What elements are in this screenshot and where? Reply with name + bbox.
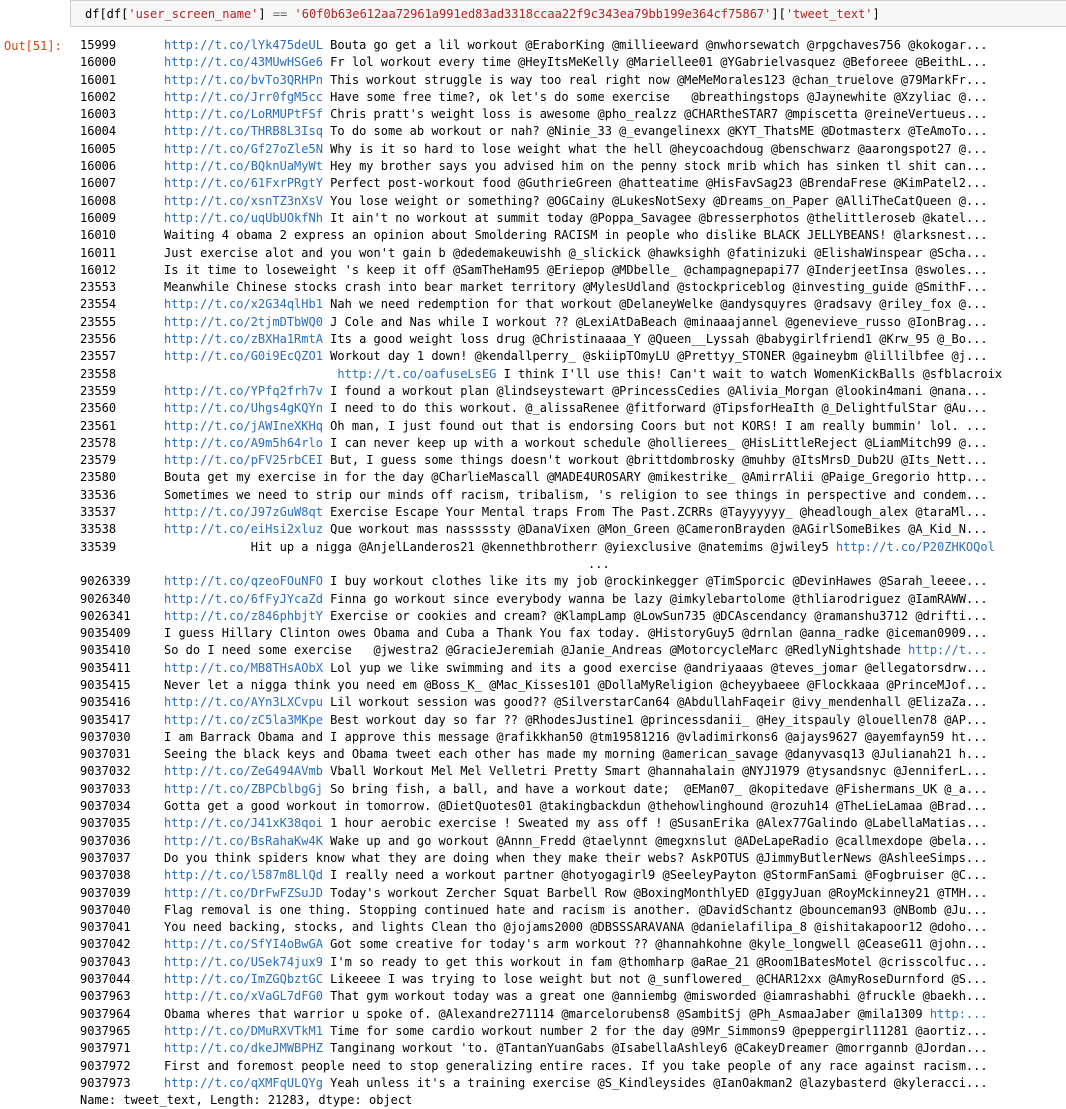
series-row <box>80 366 1066 383</box>
tweet-text: Meanwhile Chinese stocks crash into bear market territory @MylesUdland @stockpriceblog @investing_guide @SmithF... <box>164 280 988 295</box>
series-row <box>80 106 1066 123</box>
row-index: 23561 <box>80 418 117 433</box>
tweet-text: Why is it so hard to lose weight what the hell @heycoachdoug @benschwarz @aarongspot27 @... <box>322 141 988 156</box>
tweet-link[interactable]: http://t.co/ImZGQbztGC <box>164 972 323 987</box>
tweet-link[interactable]: http://t.co/qXMFqULQYg <box>164 1075 323 1090</box>
series-row <box>80 608 1066 625</box>
series-row <box>80 919 1066 936</box>
row-index: 16009 <box>80 210 117 225</box>
row-index: 16010 <box>80 228 117 243</box>
tweet-link[interactable]: http://t.co/l587m8LlQd <box>164 868 323 883</box>
tweet-text: I found a workout plan @lindseystewart @PrincessCedies @Alivia_Morgan @lookin4mani @nana... <box>322 383 988 398</box>
row-index: 9037043 <box>80 954 131 969</box>
tweet-text: I buy workout clothes like its my job @rockinkegger @TimSporcic @DevinHawes @Sarah_leeee... <box>322 574 988 589</box>
tweet-link[interactable]: http://t.co/uqUbUOkfNh <box>164 210 323 225</box>
series-row <box>80 418 1066 435</box>
tweet-text: 1 hour aerobic exercise ! Sweated my ass off ! @SusanErika @Alex77Galindo @LabellaMatias... <box>322 816 988 831</box>
code-token: ] <box>258 7 273 21</box>
series-row <box>80 296 1066 313</box>
tweet-text: I guess Hillary Clinton owes Obama and Cuba a Thank You fax today. @HistoryGuy5 @drnlan @anna_radke @iceman0909... <box>164 626 988 641</box>
ellipsis: ... <box>588 556 610 571</box>
series-row <box>80 227 1066 244</box>
tweet-text: That gym workout today was a great one @anniembg @misworded @iamrashabhi @fruckle @baekh... <box>322 989 988 1004</box>
series-row <box>80 988 1066 1005</box>
tweet-link[interactable]: http://t.co/MB8THsAObX <box>164 660 323 675</box>
code-token: 'user_screen_name' <box>128 7 259 21</box>
row-index: 23553 <box>80 280 117 295</box>
row-index: 9035417 <box>80 712 131 727</box>
tweet-text: I really need a workout partner @hotyogagirl9 @SeeleyPayton @StormFanSami @Fogbruiser @C... <box>322 868 988 883</box>
series-row <box>80 936 1066 953</box>
tweet-link[interactable]: http://t.co/USek74jux9 <box>164 954 323 969</box>
series-row <box>80 815 1066 832</box>
row-index: 9037037 <box>80 850 131 865</box>
tweet-link[interactable]: http://t.co/jAWIneXKHq <box>164 418 323 433</box>
tweet-link[interactable]: http://t.co/ZeG494AVmb <box>164 764 323 779</box>
row-index: 9037033 <box>80 781 131 796</box>
tweet-link[interactable]: http://t.co/lYk475deUL <box>164 38 323 52</box>
row-index: 23558 <box>80 366 117 381</box>
tweet-text: Sometimes we need to strip our minds off racism, tribalism, 's religion to see things in perspective and condem... <box>164 487 988 502</box>
series-row <box>80 954 1066 971</box>
row-index: 23559 <box>80 383 117 398</box>
tweet-link[interactable]: http://t.co/eiHsi2xluz <box>164 522 323 537</box>
series-row <box>80 331 1066 348</box>
series-row <box>80 141 1066 158</box>
row-index: 16006 <box>80 159 117 174</box>
series-row <box>80 746 1066 763</box>
tweet-text: Bouta go get a lil workout @EraborKing @millieeward @nwhorsewatch @rpgchaves756 @kokogar... <box>322 38 988 52</box>
row-index: 9037041 <box>80 920 131 935</box>
series-row <box>80 72 1066 89</box>
tweet-text: J Cole and Nas while I workout ?? @LexiAtDaBeach @minaaajannel @geneviеve_russo @IonBrag... <box>322 314 988 329</box>
tweet-link[interactable]: http://t.co/J41xK38qoi <box>164 816 323 831</box>
series-row <box>80 314 1066 331</box>
tweet-text: Hit up a nigga @AnjelLanderos21 @kennethbrotherr @yiexclusive @natemims @jwiley5 <box>164 539 836 554</box>
row-index: 16001 <box>80 72 117 87</box>
row-index: 9037035 <box>80 816 131 831</box>
tweet-text: I can never keep up with a workout schedule @hollierees_ @HisLittleReject @LiamMitch99 @... <box>322 435 988 450</box>
series-row <box>80 123 1066 140</box>
series-row <box>80 850 1066 867</box>
series-row <box>80 729 1066 746</box>
code-token: df[df[ <box>85 7 129 21</box>
tweet-link[interactable]: http://t.co/DMuRXVTkM1 <box>164 1023 323 1038</box>
row-index: 33536 <box>80 487 117 502</box>
row-index: 9037036 <box>80 833 131 848</box>
row-index: 9037030 <box>80 729 131 744</box>
tweet-text: Finna go workout since everybody wanna be lazy @imkylebartolome @thliarodriguez @IamRAWW... <box>322 591 988 606</box>
row-index: 9035411 <box>80 660 131 675</box>
series-row <box>80 625 1066 642</box>
tweet-link[interactable]: http://t.co/43MUwHSGe6 <box>164 55 323 70</box>
series-row <box>80 210 1066 227</box>
row-index: 33538 <box>80 522 117 537</box>
series-row <box>80 383 1066 400</box>
tweet-text: I am Barrack Obama and I approve this message @rafikkhan50 @tm19581216 @vladimirkons6 @ajays9627 @ayemfayn59 ht... <box>164 729 988 744</box>
tweet-text: Bouta get my exercise in for the day @CharlieMascall @MADE4UROSARY @mikestrike_ @AmirrAlii @Paige_Gregorio http... <box>164 470 988 485</box>
tweet-text: Best workout day so far ?? @RhodesJustine1 @princessdanii_ @Hey_itspauly @louellen78 @AP... <box>322 712 988 727</box>
row-index: 9037031 <box>80 747 131 762</box>
tweet-link[interactable]: http://t.co/qzeoFOuNFO <box>164 574 323 589</box>
tweet-link[interactable]: http://t... <box>908 643 988 658</box>
series-row <box>80 712 1066 729</box>
row-index: 16005 <box>80 141 117 156</box>
tweet-link[interactable]: http://t.co/BQknUaMyWt <box>164 159 323 174</box>
row-index: 23580 <box>80 470 117 485</box>
row-index: 9026340 <box>80 591 131 606</box>
row-index: 9037963 <box>80 989 131 1004</box>
tweet-text: Today's workout Zercher Squat Barbell Row @BoxingMonthlyED @IggyJuan @RoyMckinney21 @TMH... <box>322 885 988 900</box>
tweet-text: Obama wheres that warrior u spoke of. @Alexandre271114 @marcelorubens8 @SambitSj @Ph_AsmaaJaber @mila1309 <box>164 1006 930 1021</box>
series-row <box>80 781 1066 798</box>
tweet-text: You lose weight or something? @OGCainy @LukesNotSexy @Dreams_on_Paper @AlliTheCatQueen @... <box>322 193 988 208</box>
series-row <box>80 487 1066 504</box>
tweet-text: Yeah unless it's a training exercise @S_Kindleysides @IanOakman2 @lazybasterd @kyleracci... <box>322 1075 988 1090</box>
tweet-link[interactable]: http://t.co/SfYI4oBwGA <box>164 937 323 952</box>
tweet-text: Likeeee I was trying to lose weight but not @_sunflowered_ @CHAR12xx @AmyRoseDurnford @S... <box>322 972 988 987</box>
tweet-link[interactable]: http://t.co/x2G34qlHb1 <box>164 297 323 312</box>
code-token: ][ <box>771 7 786 21</box>
series-row <box>80 763 1066 780</box>
row-index: 9026341 <box>80 608 131 623</box>
row-index: 9035410 <box>80 643 131 658</box>
tweet-text: I need to do this workout. @_alissaRenee @fitforward @TipsforHeaIth @_DelightfulStar @Au... <box>322 401 988 416</box>
row-index: 16011 <box>80 245 117 260</box>
series-row <box>80 885 1066 902</box>
row-index: 16007 <box>80 176 117 191</box>
tweet-link[interactable]: http://t.co/ZBPCblbgGj <box>164 781 323 796</box>
tweet-link[interactable]: http://t.co/z846phbjtY <box>164 608 323 623</box>
code-token <box>287 7 294 21</box>
row-index: 33537 <box>80 505 117 520</box>
tweet-link[interactable]: http://t.co/G0i9EcQZO1 <box>164 349 323 364</box>
tweet-text: Lol yup we like swimming and its a good exercise @andriyaaas @teves_jomar @ellegatorsdrw... <box>322 660 988 675</box>
series-row <box>80 677 1066 694</box>
code-token: == <box>272 7 288 21</box>
tweet-text: Fr lol workout every time @HeyItsMeKelly @Mariellee01 @YGabrielvasquez @Beforeee @BeithL... <box>322 55 988 70</box>
tweet-link[interactable]: http://t.co/xsnTZ3nXsV <box>164 193 323 208</box>
tweet-link[interactable]: http://t.co/6fFyJYcaZd <box>164 591 323 606</box>
series-row <box>80 833 1066 850</box>
tweet-text: Oh man, I just found out that is endorsing Coors but not KORS! I am really bummin' lol. ... <box>322 418 988 433</box>
row-index: 9035415 <box>80 677 131 692</box>
tweet-text: Que workout mas nasssssty @DanaVixen @Mon_Green @CameronBrayden @AGirlSomeBikes @A_Kid_N... <box>322 522 988 537</box>
row-index: 16000 <box>80 55 117 70</box>
tweet-link[interactable]: http://t.co/THRB8L3Isq <box>164 124 323 139</box>
series-row <box>80 1058 1066 1075</box>
series-row <box>80 902 1066 919</box>
code-token: '60f0b63e612aa72961a991ed83ad3318ccaa22f9c343ea79bb199e364cf75867' <box>294 7 772 21</box>
row-index: 9037040 <box>80 902 131 917</box>
series-row <box>80 348 1066 365</box>
series-row <box>80 798 1066 815</box>
row-index: 9035416 <box>80 695 131 710</box>
row-index: 9035409 <box>80 626 131 641</box>
tweet-text: Hey my brother says you advised him on the penny stock mrib which has sinken tl shit can... <box>322 159 988 174</box>
tweet-text: You need backing, stocks, and lights Clean tho @jojams2000 @DBSSSARAVANA @danielafilipa_8 @ishitakapoor12 @doho... <box>164 920 988 935</box>
code-token: 'tweet_text' <box>785 7 873 21</box>
tweet-text: Nah we need redemption for that workout @DelaneyWelke @andysquyres @radsavy @riley_fox @... <box>322 297 988 312</box>
row-index: 9026339 <box>80 574 131 589</box>
row-index: 9037039 <box>80 885 131 900</box>
series-row <box>80 262 1066 279</box>
series-row <box>80 694 1066 711</box>
row-index: 16008 <box>80 193 117 208</box>
tweet-link[interactable]: http://t.co/61FxrPRgtY <box>164 176 323 191</box>
tweet-link[interactable]: http:... <box>929 1006 988 1021</box>
series-row <box>80 452 1066 469</box>
tweet-link[interactable]: http://t.co/bvTo3QRHPn <box>164 72 323 87</box>
row-index: 23560 <box>80 401 117 416</box>
tweet-link[interactable]: http://t.co/P20ZHKOQol <box>835 539 995 554</box>
tweet-text: Gotta get a good workout in tomorrow. @DietQuotes01 @takingbackdun @thehowlinghound @rozuh14 @TheLieLamaa @Brad... <box>164 799 988 814</box>
series-row <box>80 400 1066 417</box>
tweet-link[interactable]: http://t.co/J97zGuW8qt <box>164 505 323 520</box>
row-index: 16003 <box>80 107 117 122</box>
tweet-link[interactable]: http://t.co/Jrr0fgM5cc <box>164 89 323 104</box>
tweet-text: Its a good weight loss drug @Christinaaaa_Y @Queen__Lyssah @babygirlfriend1 @Krw_95 @_Bo... <box>322 332 988 347</box>
series-row <box>80 1006 1066 1023</box>
series-row <box>80 504 1066 521</box>
tweet-text: Is it time to loseweight 's keep it off @SamTheHam95 @Eriepop @MDbelle_ @champagnepapi77 @InderjeetInsa @swoles... <box>164 262 988 277</box>
series-row <box>80 867 1066 884</box>
series-row <box>80 37 1066 54</box>
tweet-link[interactable]: http://t.co/zC5la3MKpe <box>164 712 323 727</box>
tweet-text: Tanginang workout 'to. @TantanYuanGabs @IsabellaAshley6 @CakeyDreamer @morrgannb @Jordan... <box>322 1041 988 1056</box>
tweet-link[interactable]: http://t.co/2tjmDTbWQ0 <box>164 314 323 329</box>
tweet-text: So bring fish, a ball, and have a workout date; @EMan07_ @kopitedave @Fishermans_UK @_a... <box>322 781 988 796</box>
tweet-text: Seeing the black keys and Obama tweet each other has made my morning @american_savage @danyvasq13 @Julianah21 h... <box>164 747 988 762</box>
tweet-text: To do some ab workout or nah? @Ninie_33 @_evangelinexx @KYT_ThatsME @Dotmasterx @TeAmoTo... <box>322 124 988 139</box>
tweet-text: Chris pratt's weight loss is awesome @pho_realzz @CHARtheSTAR7 @mpiscetta @reineVertueus... <box>322 107 988 122</box>
series-row <box>80 660 1066 677</box>
series-row <box>80 591 1066 608</box>
output-prompt: Out[51]: <box>4 39 62 53</box>
row-index: 33539 <box>80 539 117 554</box>
tweet-text: I think I'll use this! Can't wait to watch WomenKickBalls @sfblacroix <box>496 366 1003 381</box>
tweet-text: Workout day 1 down! @kendallperry_ @skiipTOmyLU @Prettyy_STONER @gaineybm @lillilbfee @j... <box>322 349 988 364</box>
tweet-text: First and foremost people need to stop generalizing entire races. If you take people of any race against racism... <box>164 1058 988 1073</box>
row-index: 9037032 <box>80 764 131 779</box>
tweet-text: Vball Workout Mel Mel Velletri Pretty Smart @hannahalain @NYJ1979 @tysandsnyc @JenniferL... <box>322 764 988 779</box>
tweet-text: Lil workout session was good?? @SilverstarCan64 @AbdullahFaqeir @ivy_mendenhall @ElizaZa... <box>322 695 988 710</box>
tweet-link[interactable]: http://t.co/Gf27oZle5N <box>164 141 323 156</box>
tweet-text: I'm so ready to get this workout in fam @thomharp @aRae_21 @Room1BatesMotel @crisscolfuc... <box>322 954 988 969</box>
code-token: ] <box>872 7 880 21</box>
tweet-text: Wake up and go workout @Annn_Fredd @taelynnt @megxnslut @ADeLapeRadio @callmexdope @bela... <box>322 833 988 848</box>
series-row <box>80 193 1066 210</box>
row-index: 9037044 <box>80 972 131 987</box>
row-index: 9037965 <box>80 1023 131 1038</box>
tweet-text: Do you think spiders know what they are doing when they make their webs? AskPOTUS @JimmyButlerNews @AshleeSimps... <box>164 850 988 865</box>
tweet-text: It ain't no workout at summit today @Poppa_Savagee @bresserphotos @thelittleroseb @katel... <box>322 210 988 225</box>
code-input-cell[interactable] <box>70 0 1066 27</box>
tweet-link[interactable]: http://t.co/BsRahaKw4K <box>164 833 323 848</box>
series-row <box>80 54 1066 71</box>
tweet-link[interactable]: http://t.co/xVaGL7dFG0 <box>164 989 323 1004</box>
output-area <box>80 37 1066 1109</box>
tweet-text: But, I guess some things doesn't workout @brittdombrosky @muhby @ItsMrsD_Dub2U @Its_Nett... <box>322 453 988 468</box>
tweet-link[interactable]: http://t.co/DrFwFZSuJD <box>164 885 323 900</box>
row-index: 16012 <box>80 262 117 277</box>
tweet-text: So do I need some exercise @jwestra2 @GracieJeremiah @Janie_Andreas @MotorcycleMarc @RedlyNightshade <box>164 643 909 658</box>
row-index: 23578 <box>80 435 117 450</box>
row-index: 23554 <box>80 297 117 312</box>
series-rows-bottom <box>80 573 1066 1092</box>
series-rows-top <box>80 37 1066 556</box>
tweet-link[interactable]: http://t.co/dkeJMWBPHZ <box>164 1041 323 1056</box>
tweet-text: Just exercise alot and you won't gain b @dedemakeuwishh @_slickick @hawksighh @fatinizuki @ElishaWinspear @Scha... <box>164 245 988 260</box>
tweet-link[interactable]: http://t.co/Uhgs4gKQYn <box>164 401 323 416</box>
series-row <box>80 642 1066 659</box>
tweet-text: Got some creative for today's arm workout ?? @hannahkohne @kyle_longwell @CeaseG11 @john... <box>322 937 988 952</box>
row-index: 16004 <box>80 124 117 139</box>
row-index: 16002 <box>80 89 117 104</box>
row-index: 23579 <box>80 453 117 468</box>
series-row <box>80 521 1066 538</box>
tweet-text: Waiting 4 obama 2 express an opinion about Smoldering RACISM in people who dislike BLACK JELLYBEANS! @larksnest... <box>164 228 988 243</box>
series-row <box>80 573 1066 590</box>
tweet-link[interactable]: http://t.co/LoRMUPtFSf <box>164 107 323 122</box>
series-row <box>80 89 1066 106</box>
tweet-link[interactable]: http://t.co/AYn3LXCvpu <box>164 695 323 710</box>
tweet-link[interactable]: http://t.co/oafuseLsEG <box>337 366 497 381</box>
series-row <box>80 539 1066 556</box>
row-index: 9037042 <box>80 937 131 952</box>
series-row <box>80 175 1066 192</box>
series-row <box>80 245 1066 262</box>
row-index: 23557 <box>80 349 117 364</box>
series-row <box>80 1040 1066 1057</box>
series-row <box>80 279 1066 296</box>
tweet-text: Perfect post-workout food @GuthrieGreen @hatteatime @HisFavSag23 @BrendaFrese @KimPatel2... <box>322 176 988 191</box>
tweet-text: This workout struggle is way too real right now @MeMeMorales123 @chan_truelove @79MarkFr... <box>322 72 988 87</box>
series-row <box>80 158 1066 175</box>
tweet-text: Never let a nigga think you need em @Boss_K_ @Mac_Kisses101 @DollaMyReligion @cheyybaeee @Flockkaaa @PrinceMJof... <box>164 677 988 692</box>
series-row <box>80 1023 1066 1040</box>
tweet-text <box>164 367 337 381</box>
row-index: 23555 <box>80 314 117 329</box>
row-index: 9037964 <box>80 1006 131 1021</box>
row-index: 9037034 <box>80 799 131 814</box>
tweet-text: Time for some cardio workout number 2 for the day @9Mr_Simmons9 @peppergirl11281 @aortiz... <box>322 1023 988 1038</box>
tweet-link[interactable]: http://t.co/zBXHa1RmtA <box>164 332 323 347</box>
row-index: 9037971 <box>80 1041 131 1056</box>
row-index: 9037038 <box>80 868 131 883</box>
tweet-text: Exercise or cookies and cream? @KlampLamp @LowSun735 @DCAscendancy @ramanshu3712 @drifti... <box>322 608 988 623</box>
series-footer: Name: tweet_text, Length: 21283, dtype: object <box>80 1093 413 1108</box>
series-row <box>80 971 1066 988</box>
tweet-text: Exercise Escape Your Mental traps From The Past.ZCRRs @Tayyyyyy_ @headlough_alex @taraMl... <box>322 505 988 520</box>
row-index: 23556 <box>80 332 117 347</box>
series-row <box>80 1075 1066 1092</box>
code-line <box>85 6 880 22</box>
row-index: 15999 <box>80 38 117 52</box>
tweet-link[interactable]: http://t.co/pFV25rbCEI <box>164 453 323 468</box>
tweet-link[interactable]: http://t.co/A9m5h64rlo <box>164 435 323 450</box>
tweet-text: Have some free time?, ok let's do some exercise @breathingstops @Jaynewhite @Xzyliac @... <box>322 89 988 104</box>
tweet-text: Flag removal is one thing. Stopping continued hate and racism is another. @DavidSchantz @bounceman93 @NBomb @Ju... <box>164 902 988 917</box>
row-index: 9037973 <box>80 1075 131 1090</box>
series-row <box>80 469 1066 486</box>
tweet-link[interactable]: http://t.co/YPfq2frh7v <box>164 383 323 398</box>
row-index: 9037972 <box>80 1058 131 1073</box>
series-row <box>80 435 1066 452</box>
